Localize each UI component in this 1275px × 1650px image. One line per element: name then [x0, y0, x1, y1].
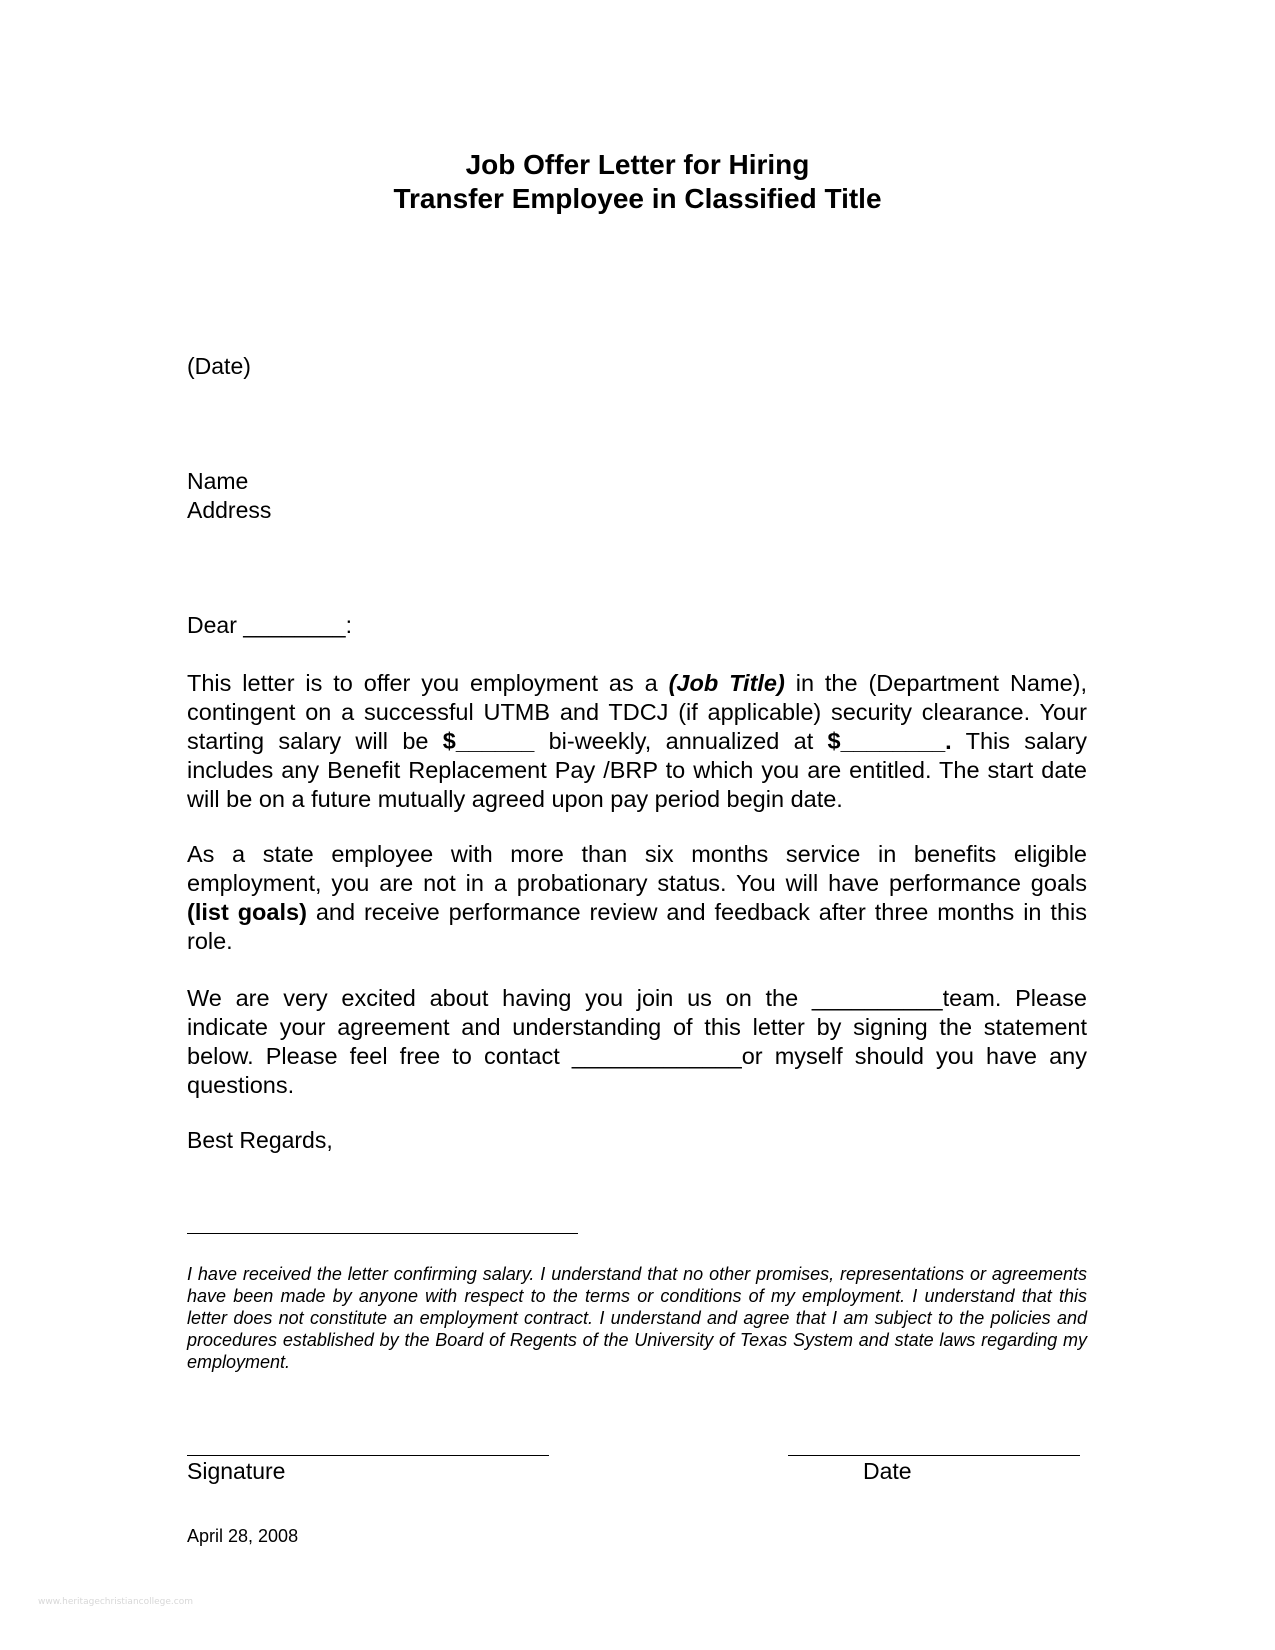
offer-text-2: in the (Department Name), contingent on a successful UTMB and TDCJ (if applicable) security clearance. Your starting salary will be: [187, 670, 1087, 754]
date-placeholder: (Date): [187, 353, 251, 379]
salutation: Dear ________:: [187, 612, 352, 638]
offer-text-4: This salary includes any Benefit Replacement Pay /BRP to which you are entitled. The start date will be on a future mutually agreed upon pay period begin date.: [187, 728, 1087, 812]
sender-signature-line: [187, 1233, 578, 1234]
biweekly-salary-blank: $______: [442, 728, 535, 754]
status-text-1: As a state employee with more than six months service in benefits eligible employment, you are not in a probationary status. You will have performance goals: [187, 841, 1087, 896]
page-title-line-1: Job Offer Letter for Hiring: [465, 149, 810, 180]
status-paragraph: [187, 840, 1087, 956]
recipient-name: Name: [187, 468, 249, 494]
page-title-line-2: Transfer Employee in Classified Title: [393, 183, 882, 214]
signature-label: Signature: [187, 1458, 286, 1484]
offer-text-3: bi-weekly, annualized at: [534, 728, 828, 754]
watermark: www.heritagechristiancollege.com: [38, 1597, 193, 1607]
offer-paragraph: [187, 669, 1087, 814]
revision-date: April 28, 2008: [187, 1526, 299, 1546]
welcome-paragraph: We are very excited about having you join us on the __________team. Please indicate your agreement and understanding of this letter by signing the statement below. Please feel free to contact _____________or myself should you have any questions.: [187, 985, 1087, 1098]
list-goals-placeholder: (list goals): [187, 899, 307, 925]
date-signature-line: [788, 1455, 1080, 1456]
recipient-address: Address: [187, 497, 272, 523]
job-title-placeholder: (Job Title): [668, 670, 785, 696]
employee-signature-line: [187, 1455, 549, 1456]
acknowledgement-statement: I have received the letter confirming salary. I understand that no other promises, representations or agreements have been made by anyone with respect to the terms or conditions of my employment. I understand that this letter does not constitute an employment contract. I understand and agree that I am subject to the policies and procedures established by the Board of Regents of the University of Texas System and state laws regarding my employment.: [187, 1264, 1087, 1372]
offer-text-1: This letter is to offer you employment as a: [187, 670, 669, 696]
date-label: Date: [863, 1458, 912, 1484]
annual-salary-blank: $________.: [827, 728, 952, 754]
status-text-2: and receive performance review and feedback after three months in this role.: [187, 899, 1088, 954]
closing: Best Regards,: [187, 1127, 333, 1153]
